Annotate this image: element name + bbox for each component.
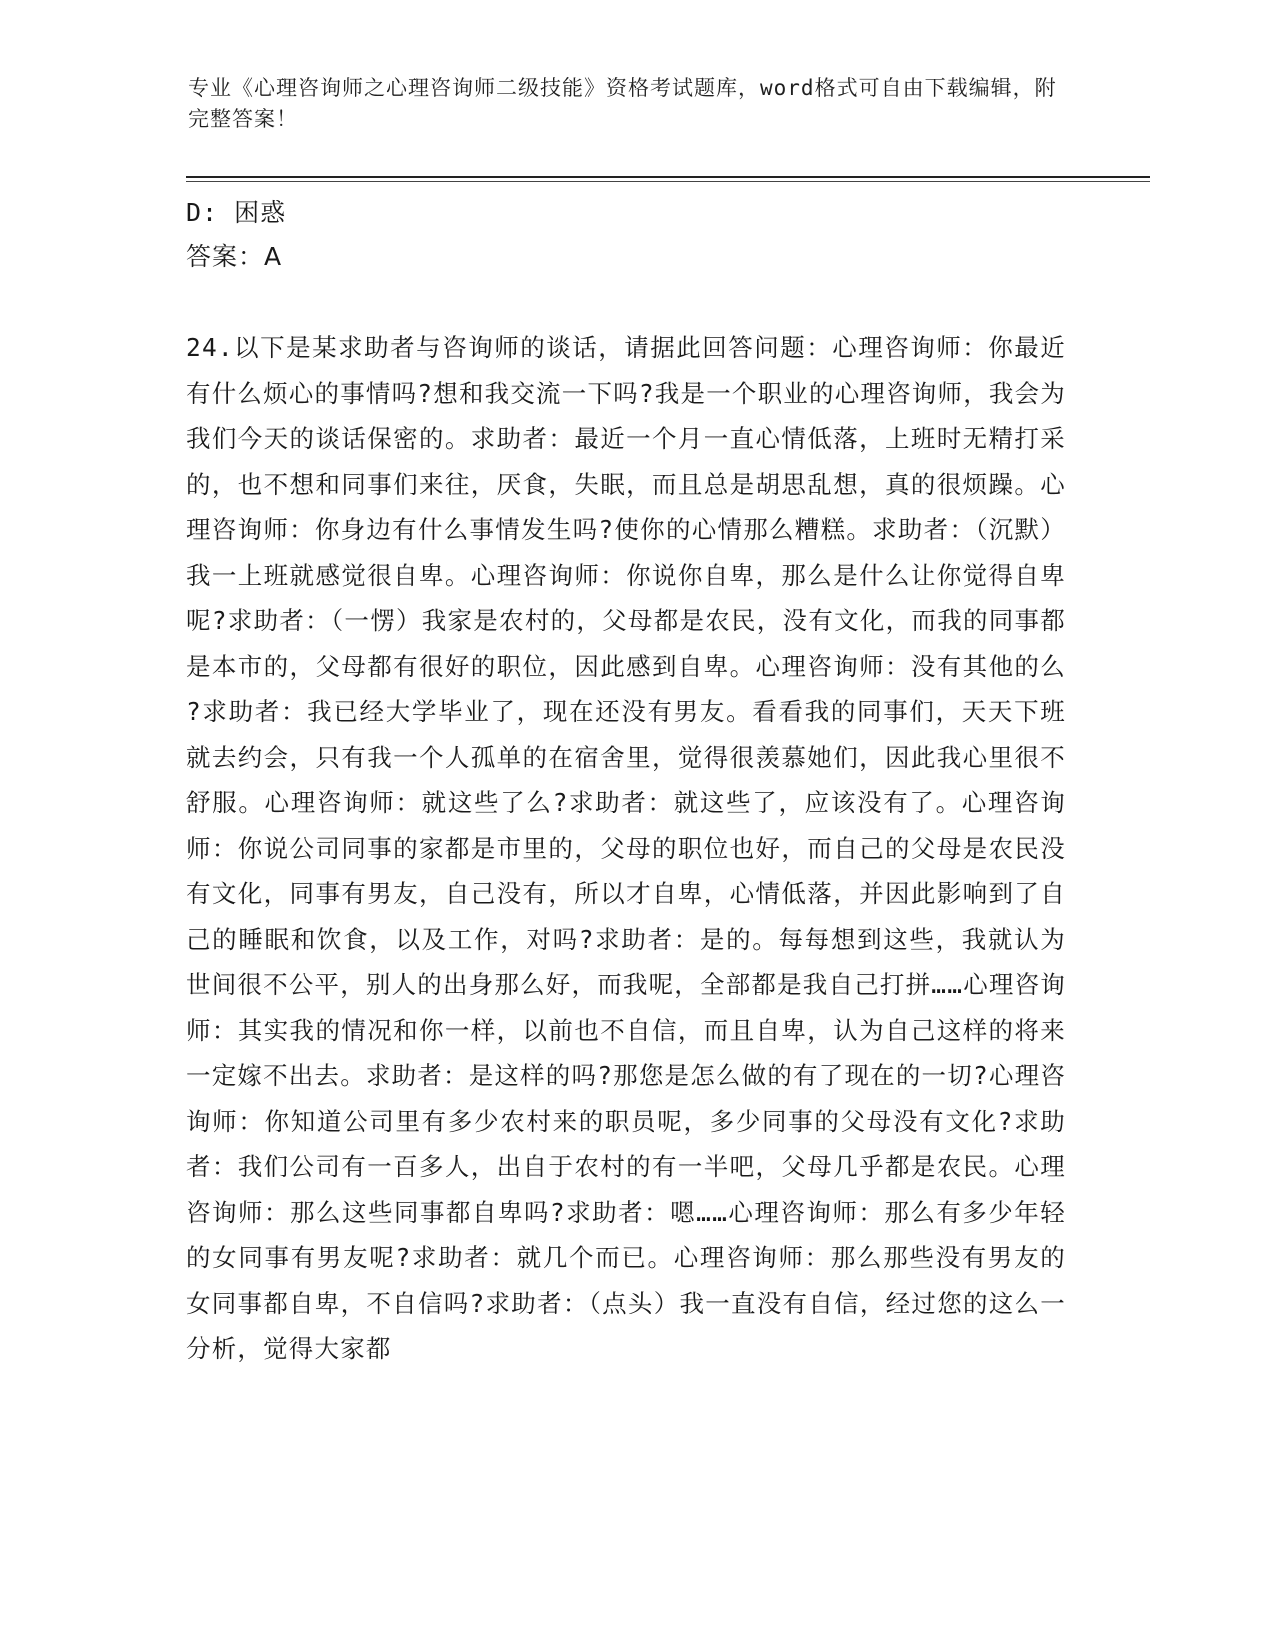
answer-line: 答案：A [186,242,283,271]
option-d: D: 困惑 [186,198,287,227]
header-divider-thin [186,181,1150,182]
page-header-text: 专业《心理咨询师之心理咨询师二级技能》资格考试题库，word格式可自由下载编辑，附完整答案！ [188,76,1057,131]
question-24-text: 24.以下是某求助者与咨询师的谈话，请据此回答问题：心理咨询师：你最近有什么烦心的事情吗?想和我交流一下吗?我是一个职业的心理咨询师，我会为我们今天的谈话保密的。求助者：最近一个月一直心情低落，上班时无精打采的，也不想和同事们来往，厌食，失眠，而且总是胡思乱想，真的很烦躁。心理咨询师：你身边有什么事情发生吗?使你的心情那么糟糕。求助者：（沉默）我一上班就感觉很自卑。心理咨询师：你说你自卑，那么是什么让你觉得自卑呢?求助者：（一愣）我家是农村的，父母都是农民，没有文化，而我的同事都是本市的，父母都有很好的职位，因此感到自卑。心理咨询师：没有其他的么?求助者：我已经大学毕业了，现在还没有男友。看看我的同事们，天天下班就去约会，只有我一个人孤单的在宿舍里，觉得很羡慕她们，因此我心里很不舒服。心理咨询师：就这些了么?求助者：就这些了，应该没有了。心理咨询师：你说公司同事的家都是市里的，父母的职位也好，而自己的父母是农民没有文化，同事有男友，自己没有，所以才自卑，心情低落，并因此影响到了自己的睡眠和饮食，以及工作，对吗?求助者：是的。每每想到这些，我就认为世间很不公平，别人的出身那么好，而我呢，全部都是我自己打拼……心理咨询师：其实我的情况和你一样，以前也不自信，而且自卑，认为自己这样的将来一定嫁不出去。求助者：是这样的吗?那您是怎么做的有了现在的一切?心理咨询师：你知道公司里有多少农村来的职员呢，多少同事的父母没有文化?求助者：我们公司有一百多人，出自于农村的有一半吧，父母几乎都是农民。心理咨询师：那么这些同事都自卑吗?求助者：嗯……心理咨询师：那么有多少年轻的女同事有男友呢?求助者：就几个而已。心理咨询师：那么那些没有男友的女同事都自卑，不自信吗?求助者：（点头）我一直没有自信，经过您的这么一分析，觉得大家都 [186,333,1066,1363]
header-divider-thick [186,176,1150,178]
